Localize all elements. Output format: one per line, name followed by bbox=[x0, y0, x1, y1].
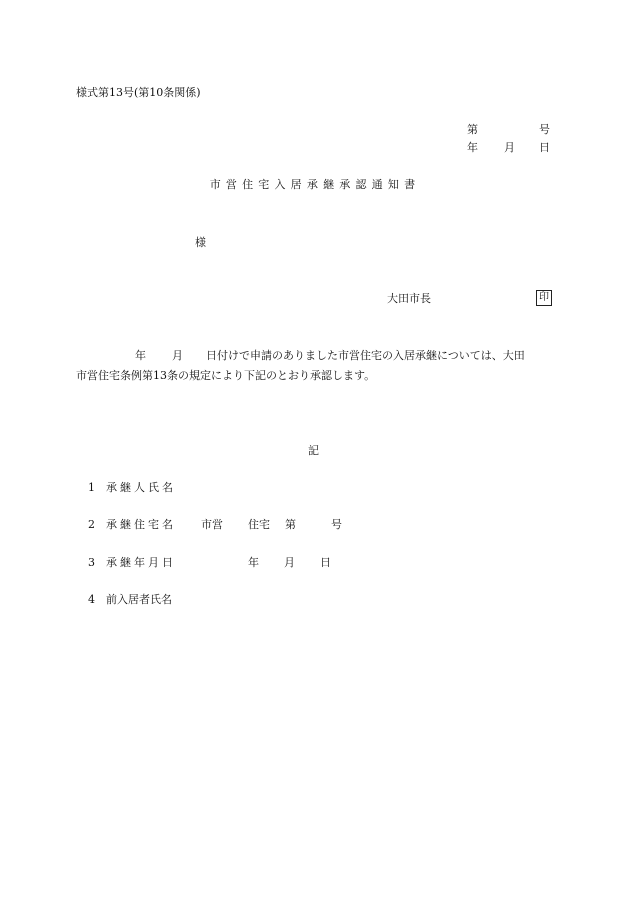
issuer-name: 大田市長 bbox=[387, 292, 431, 305]
document-number-prefix: 第 bbox=[467, 123, 478, 136]
document-date-year: 年 bbox=[467, 141, 478, 154]
housing-suffix: 住宅 bbox=[248, 518, 270, 531]
form-number: 様式第13号(第10条関係) bbox=[76, 86, 201, 99]
item-3 bbox=[0, 556, 630, 570]
housing-number-prefix: 第 bbox=[285, 518, 296, 531]
body-year: 年 bbox=[135, 349, 146, 362]
document-date-month: 月 bbox=[504, 141, 515, 154]
item-number: 2 bbox=[88, 518, 95, 531]
body-month: 月 bbox=[172, 349, 183, 362]
item-1 bbox=[0, 481, 630, 495]
body-line1-text: 日付けで申請のありました市営住宅の入居承継については、大田 bbox=[206, 349, 525, 362]
date-day: 日 bbox=[320, 556, 331, 569]
body-text-line-2: 市営住宅条例第13条の規定により下記のとおり承認します。 bbox=[76, 369, 376, 382]
item-number: 1 bbox=[88, 481, 95, 494]
item-4 bbox=[0, 593, 630, 607]
item-number: 4 bbox=[88, 593, 95, 606]
housing-number-suffix: 号 bbox=[331, 518, 342, 531]
date-month: 月 bbox=[284, 556, 295, 569]
item-label: 承継年月日 bbox=[106, 556, 176, 569]
addressee: 様 bbox=[195, 236, 206, 249]
housing-prefix: 市営 bbox=[201, 518, 223, 531]
document-number-suffix: 号 bbox=[539, 123, 550, 136]
document-title: 市営住宅入居承継承認通知書 bbox=[209, 178, 421, 191]
seal-stamp: 印 bbox=[536, 290, 552, 306]
ki-heading: 記 bbox=[308, 444, 319, 457]
item-label: 前入居者氏名 bbox=[106, 593, 172, 606]
item-label: 承継住宅名 bbox=[106, 518, 176, 531]
date-year: 年 bbox=[248, 556, 259, 569]
item-label: 承継人氏名 bbox=[106, 481, 176, 494]
item-2 bbox=[0, 518, 630, 532]
item-number: 3 bbox=[88, 556, 95, 569]
document-date-day: 日 bbox=[539, 141, 550, 154]
